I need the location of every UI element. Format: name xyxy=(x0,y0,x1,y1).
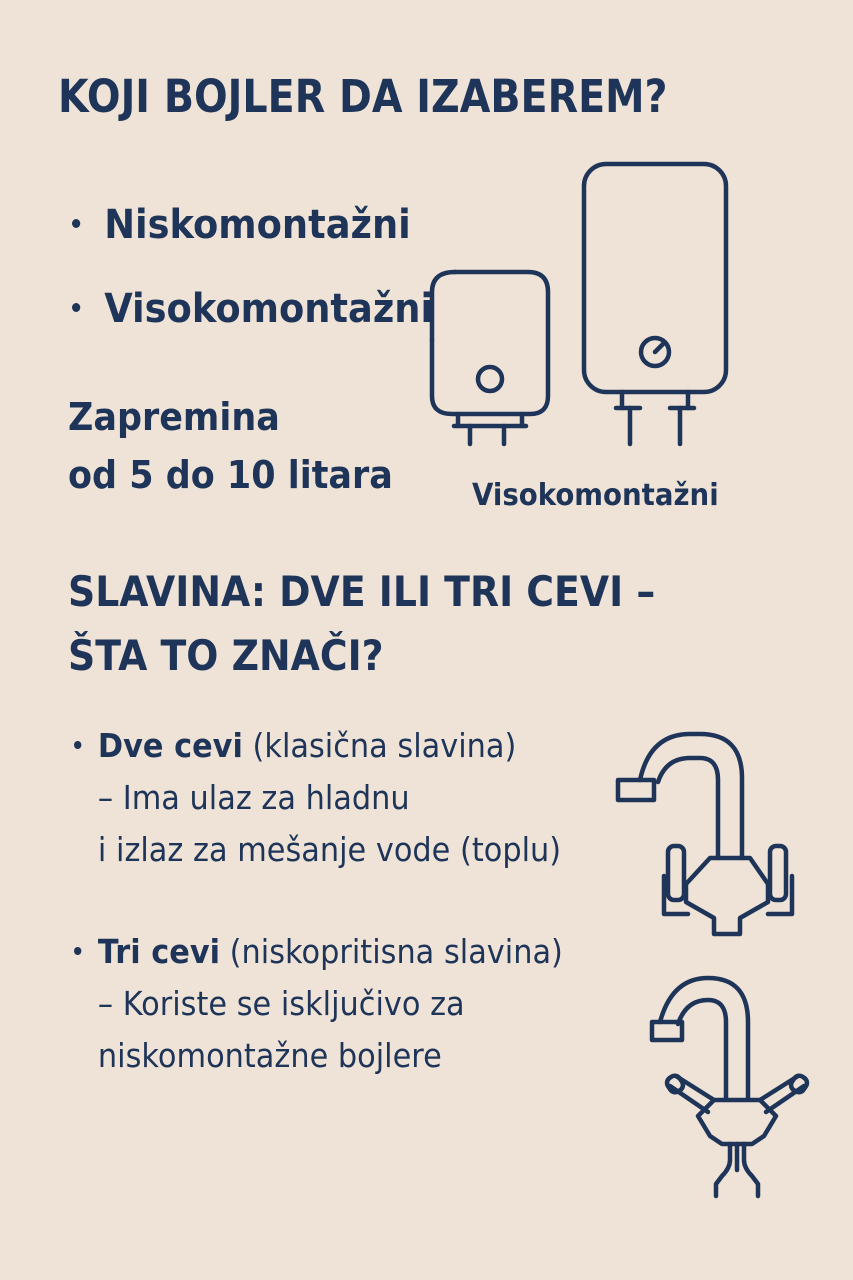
faucet-title-line-1: SLAVINA: DVE ILI TRI CEVI – xyxy=(68,567,656,616)
faucet-title-line-2: ŠTA TO ZNAČI? xyxy=(68,631,384,680)
item-qualifier: (klasična slavina) xyxy=(242,726,517,765)
heater-type-label: Visokomontažni xyxy=(104,286,434,332)
item-desc-line-2: i izlaz za mešanje vode (toplu) xyxy=(97,830,562,869)
item-name: Tri cevi xyxy=(97,932,221,971)
page-title: KOJI BOJLER DA IZABEREM? xyxy=(58,70,668,123)
item-name: Dve cevi xyxy=(97,726,243,765)
volume-line-2: od 5 do 10 litara xyxy=(68,453,393,497)
illustration-caption: Visokomontažni xyxy=(472,478,719,513)
item-desc-line-2: niskomontažne bojlere xyxy=(97,1036,442,1075)
heater-type-label: Niskomontažni xyxy=(104,202,411,248)
volume-line-1: Zapremina xyxy=(68,395,280,439)
item-desc-line-1: – Ima ulaz za hladnu xyxy=(97,778,410,817)
item-desc-line-1: – Koriste se isključivo za xyxy=(97,984,465,1023)
item-qualifier: (niskopritisna slavina) xyxy=(220,932,563,971)
